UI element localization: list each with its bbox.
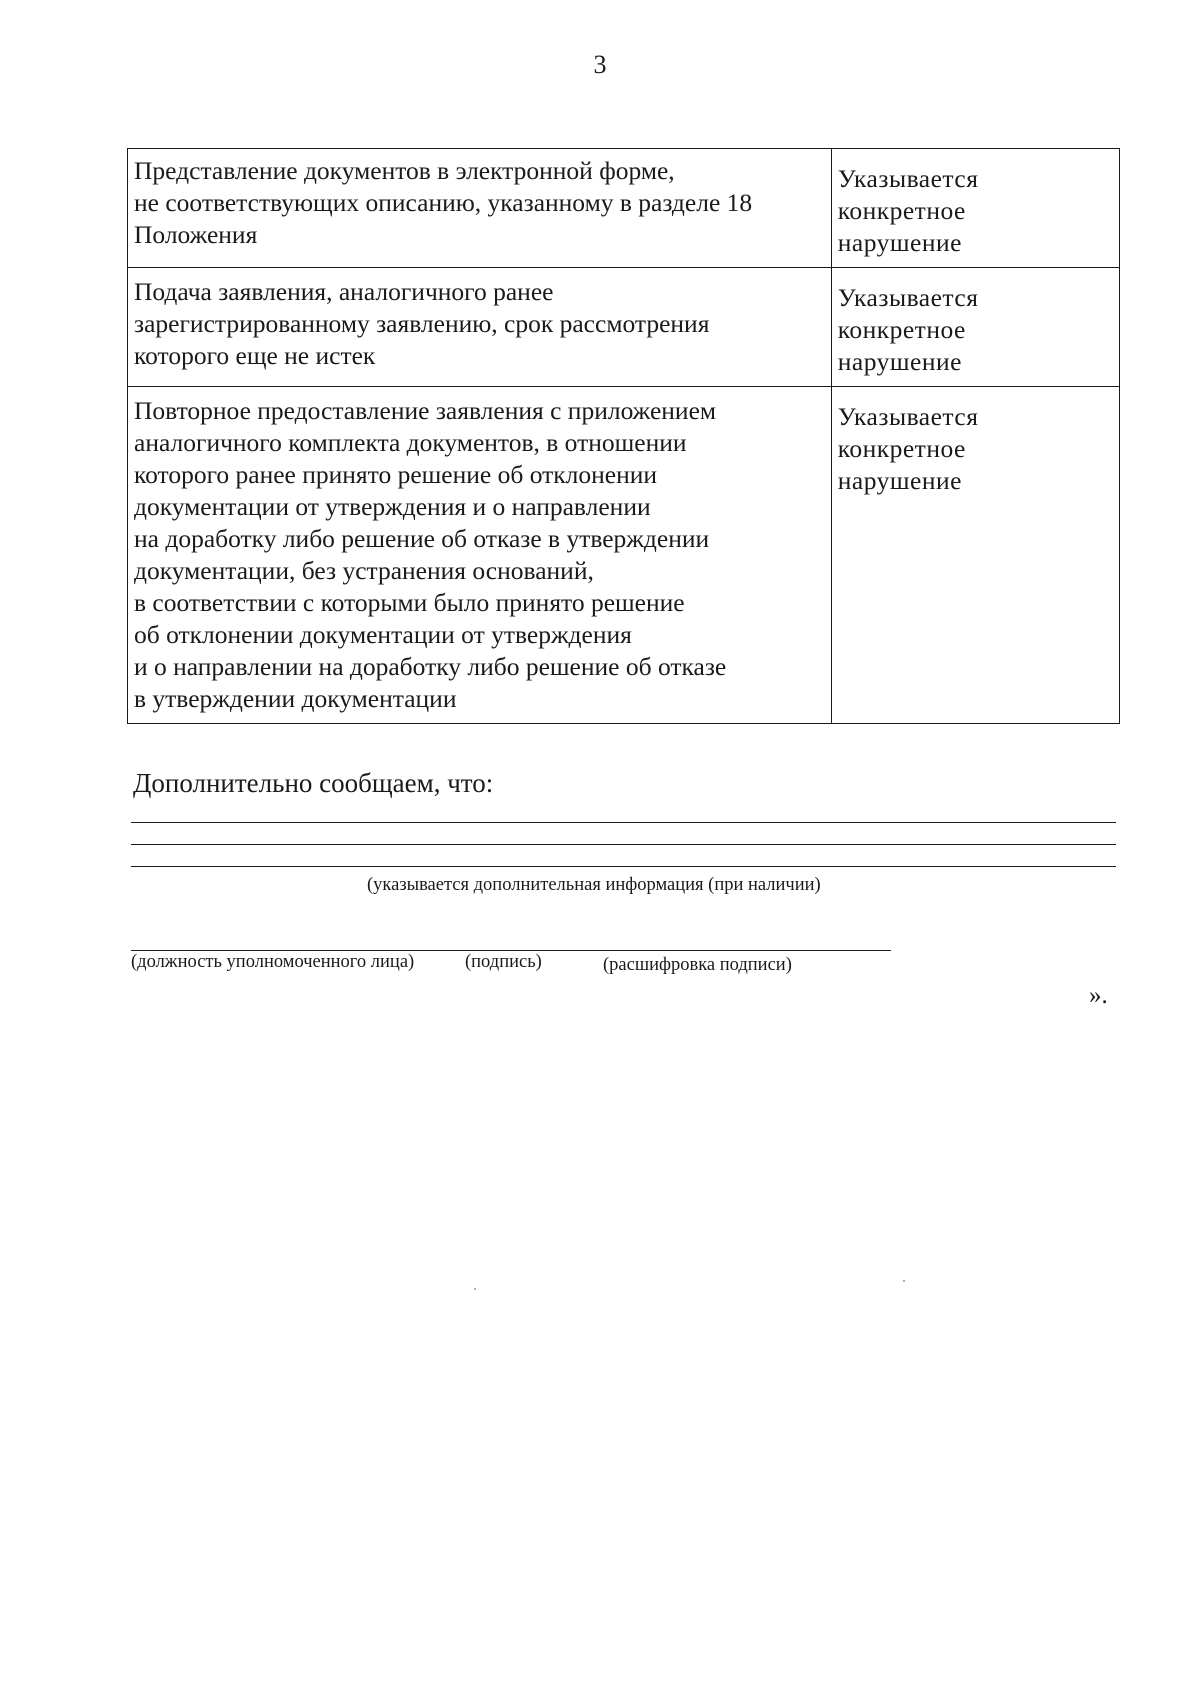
additional-info-line [131,844,1116,845]
reason-cell: Повторное предоставление заявления с приложением аналогичного комплекта документов, в отношении которого ранее принято решение об отклонении документации от утверждения и о направлении на доработку либо решение об отказе в утверждении документации, без устранения оснований, в соответствии с которыми было принято решение об отклонении документации от утверждения и о направлении на доработку либо решение об отказе в утверждении документации [128,387,832,724]
additional-info-line [131,866,1116,867]
scan-speck [903,1280,905,1282]
table-row [128,387,1120,724]
closing-quote-mark: ». [1089,982,1108,1009]
note-cell: Указывается конкретное нарушение [831,268,1119,387]
signature-caption: (подпись) [465,952,542,972]
signature-decoding-caption: (расшифровка подписи) [603,955,792,975]
table-row [128,268,1120,387]
page-number: 3 [593,50,607,79]
refusal-reasons-table [127,148,1120,724]
additional-info-caption: (указывается дополнительная информация (при наличии) [367,875,821,895]
note-cell: Указывается конкретное нарушение [831,387,1119,724]
reason-cell: Представление документов в электронной форме, не соответствующих описанию, указанному в разделе 18 Положения [128,149,832,268]
signature-line [131,950,891,951]
note-cell: Указывается конкретное нарушение [831,149,1119,268]
position-caption: (должность уполномоченного лица) [131,952,415,972]
reason-cell: Подача заявления, аналогичного ранее зарегистрированному заявлению, срок рассмотрения которого еще не истек [128,268,832,387]
additional-info-label: Дополнительно сообщаем, что: [133,768,494,798]
scan-speck [474,1288,476,1290]
table-row [128,149,1120,268]
additional-info-line [131,822,1116,823]
